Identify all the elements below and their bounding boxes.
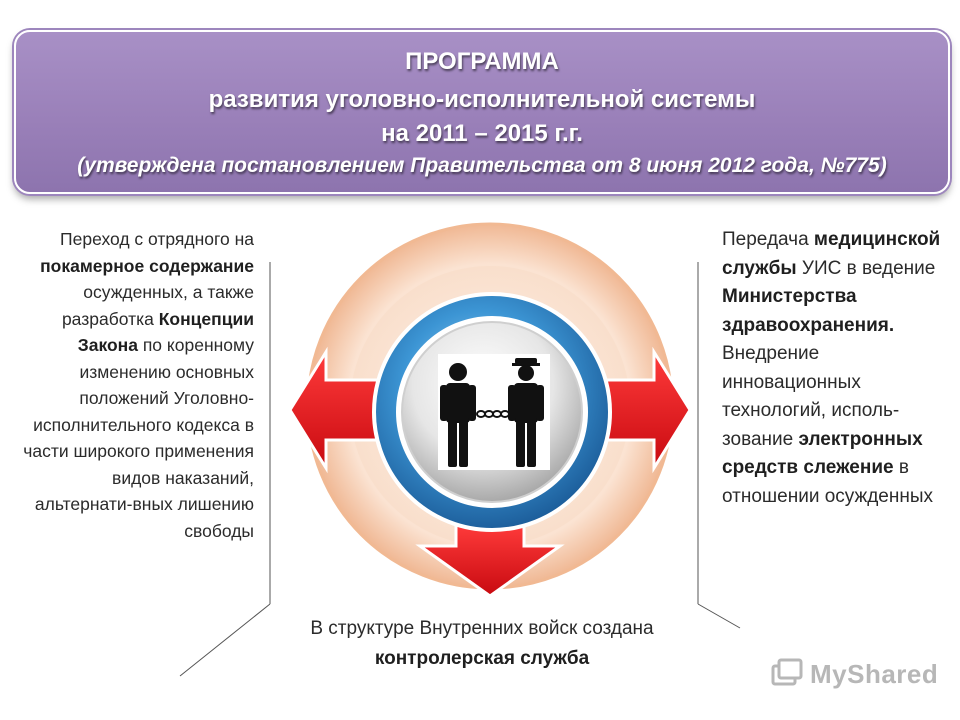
left-bold-concept-law: Концепции Закона xyxy=(77,308,254,355)
left-text-part: Переход с отрядного на xyxy=(60,229,254,249)
watermark-text: MyShared xyxy=(810,658,939,689)
left-text-part: осужденных, а также разработка xyxy=(61,282,254,329)
right-description xyxy=(722,226,952,511)
left-text-part: по коренному изменению основных положений Уголовно-исполнительного кодекса в части широкого применения видов наказаний, альтернати-вных лишению свободы xyxy=(23,335,254,541)
right-bold-medical-service: медицинской службы xyxy=(722,229,941,279)
right-bold-electronic-monitoring: электронных средств слежение xyxy=(722,428,923,478)
watermark-logo-icon xyxy=(770,657,804,691)
program-approval-note: (утверждена постановлением Правительства от 8 июня 2012 года, №775) xyxy=(77,154,887,177)
left-bold-cell-detention: покамерное содержание xyxy=(40,255,254,276)
bottom-text-part: В структуре Внутренних войск создана xyxy=(310,618,654,639)
watermark xyxy=(770,656,938,692)
left-description xyxy=(14,226,254,544)
right-text-part: Передача xyxy=(722,229,814,250)
bottom-description xyxy=(282,614,682,674)
right-text-part: УИС в ведение xyxy=(796,257,936,279)
right-text-part: Внедрение инновационных технологий, исполь-зование xyxy=(722,343,900,450)
program-period: на 2011 – 2015 г.г. xyxy=(381,120,583,147)
program-subtitle: развития уголовно-исполнительной системы xyxy=(208,86,756,113)
program-title: ПРОГРАММА xyxy=(405,48,559,75)
right-text-part: в отношении осужденных xyxy=(722,457,934,507)
right-bold-ministry: Министерства здравоохранения. xyxy=(722,286,895,336)
bottom-bold-control-service: контролерская служба xyxy=(374,648,590,669)
